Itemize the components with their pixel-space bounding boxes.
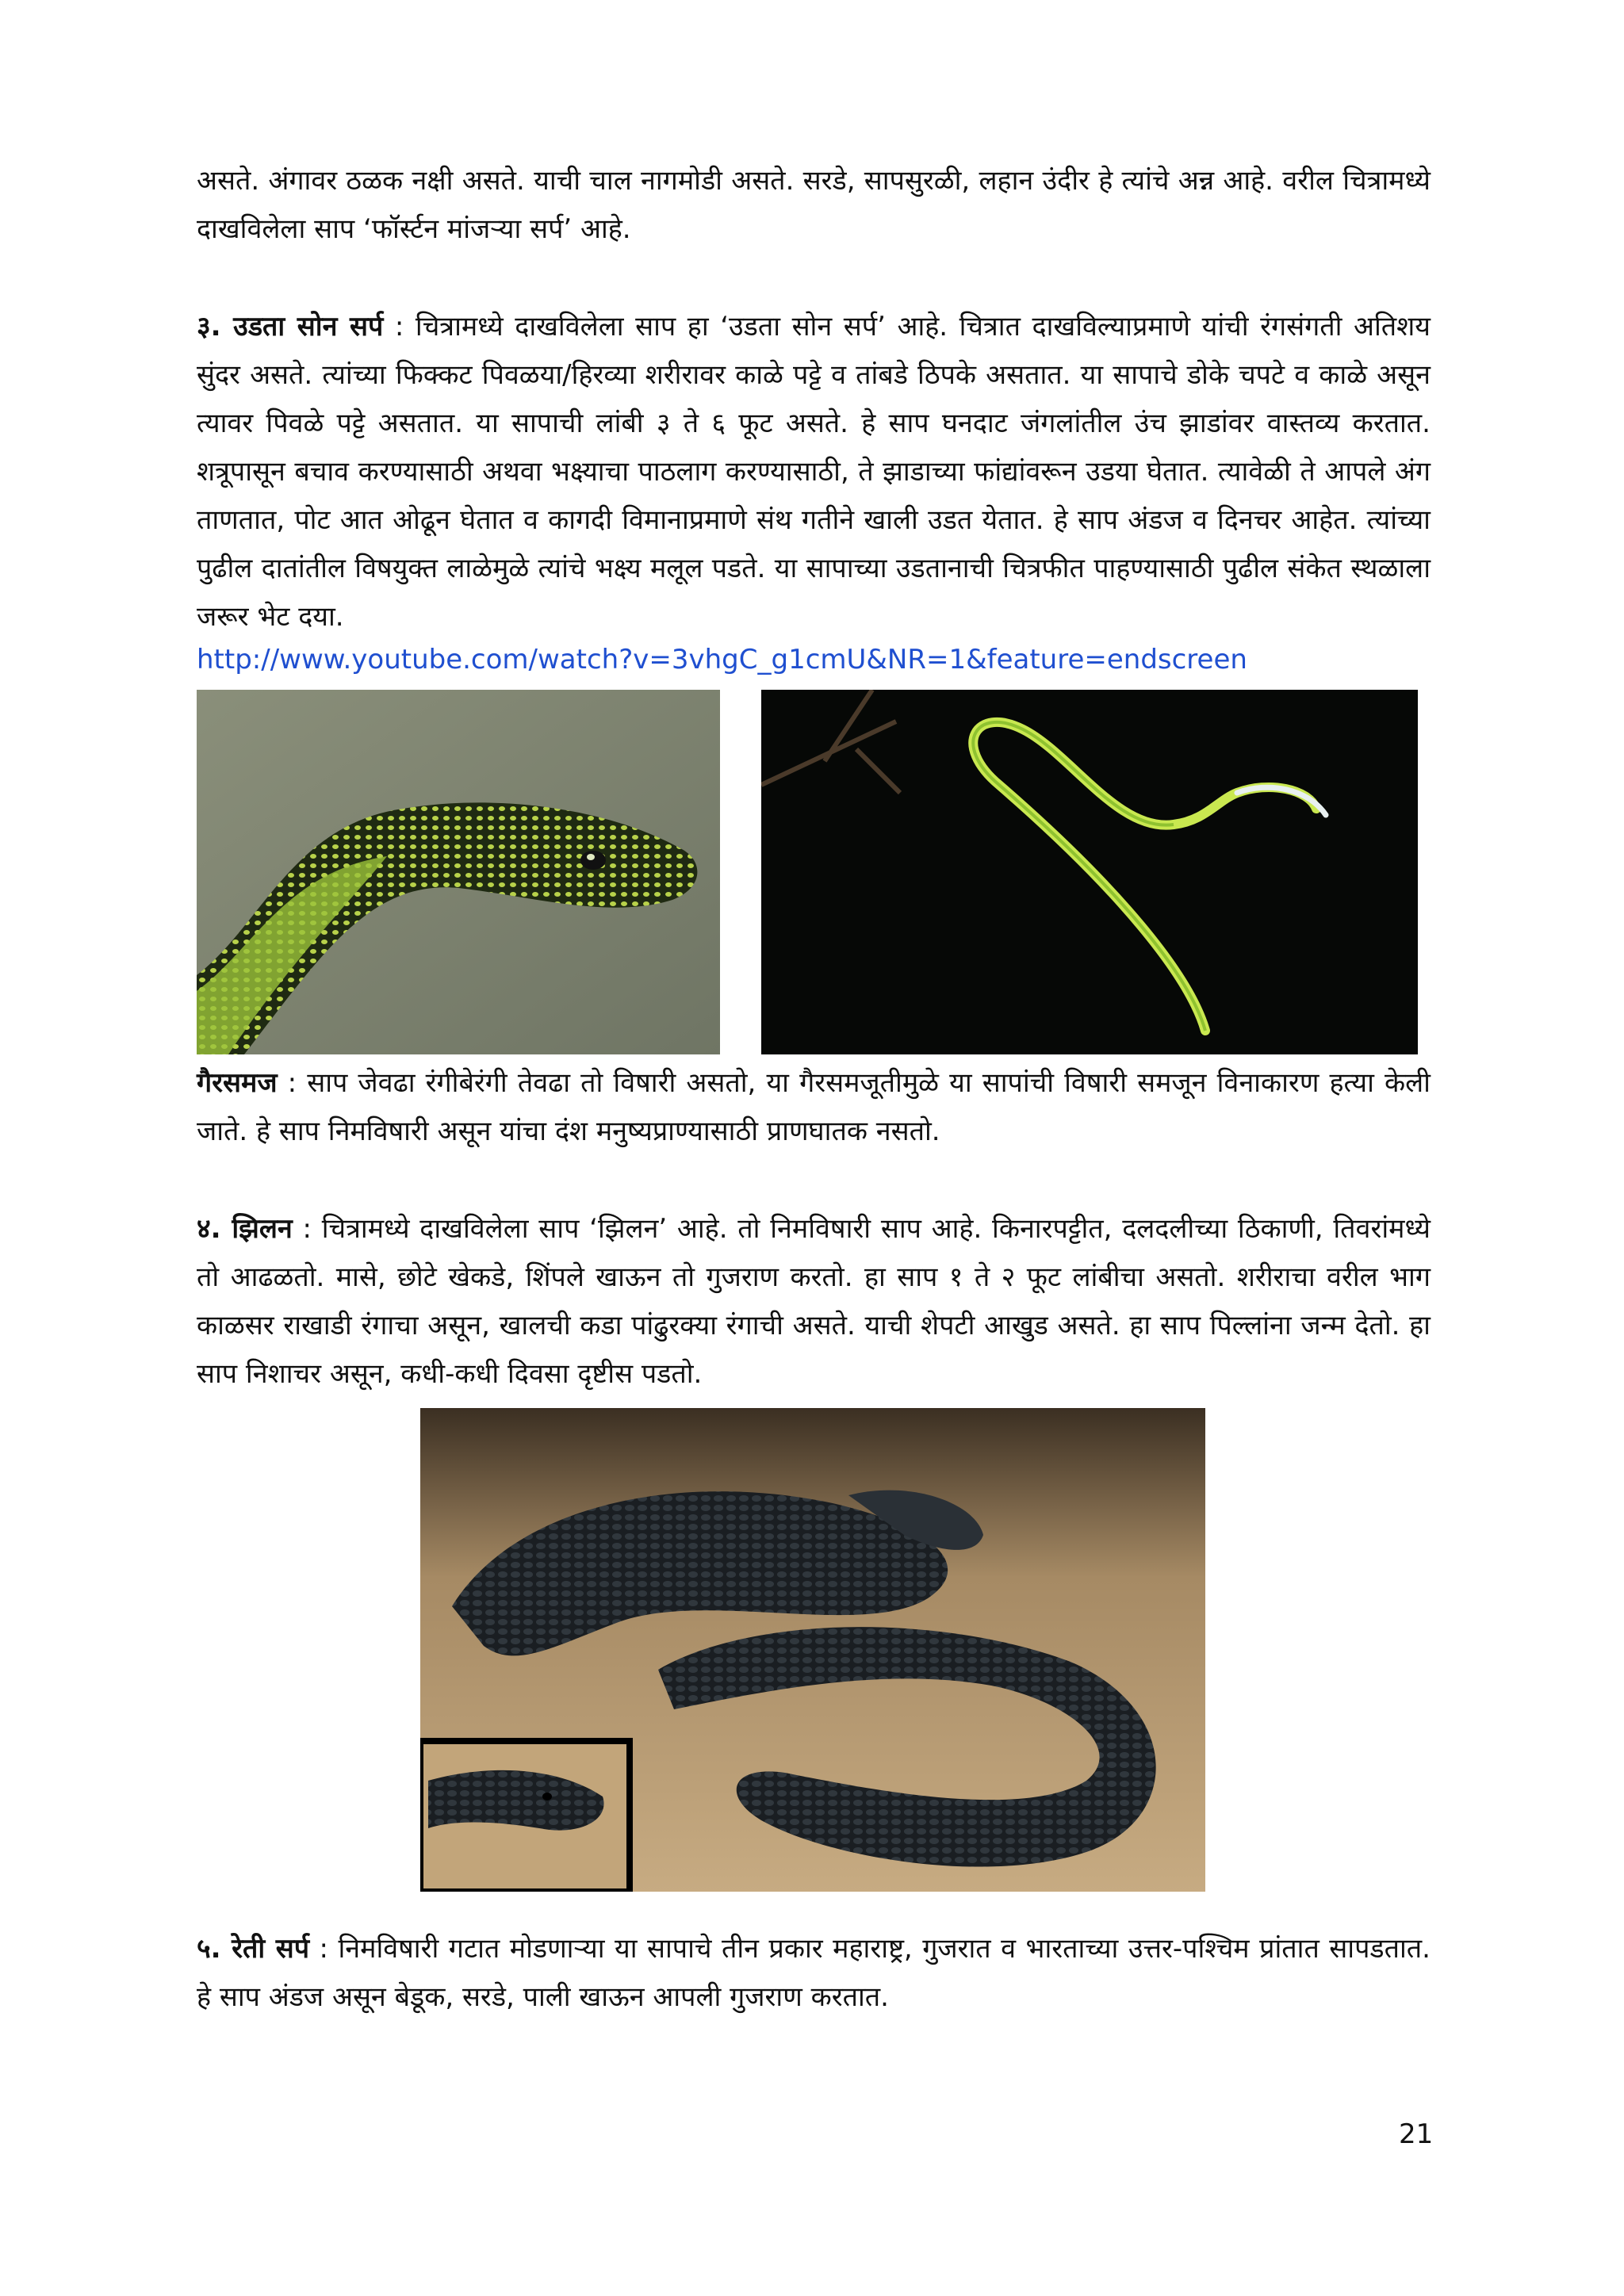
paragraph-misconception-text: : साप जेवढा रंगीबेरंगी तेवढा तो विषारी असतो, या गैरसमजूतीमुळे या सापांची विषारी समजून विनाकारण हत्या केली जाते. हे साप निमविषारी असून यांचा दंश मनुष्यप्राण्यासाठी प्राणघातक नसतो.: [197, 1067, 1431, 1147]
section-heading-misconception: गैरसमज: [197, 1067, 278, 1099]
paragraph-jhilan: [197, 1205, 1431, 1399]
flying-snake-flight-photo: [761, 690, 1418, 1054]
paragraph-intro-text: असते. अंगावर ठळक नक्षी असते. याची चाल नागमोडी असते. सरडे, सापसुरळी, लहान उंदीर हे त्यांचे अन्न आहे. वरील चित्रामध्ये दाखविलेला साप ‘फॉर्स्टन मांजऱ्या सर्प’ आहे.: [197, 165, 1431, 245]
youtube-link[interactable]: http://www.youtube.com/watch?v=3vhgC_g1cmU&NR=1&feature=endscreen: [197, 644, 1247, 675]
paragraph-sand-snake-text: : निमविषारी गटात मोडणाऱ्या या सापाचे तीन प्रकार महाराष्ट्र, गुजरात व भारताच्या उत्तर-पश्चिम प्रांतात सापडतात. हे साप अंडज असून बेडूक, सरडे, पाली खाऊन आपली गुजराण करतात.: [197, 1933, 1431, 2013]
paragraph-sand-snake: [197, 1925, 1431, 2022]
section-heading-jhilan: ४. झिलन: [197, 1213, 293, 1245]
paragraph-intro: [197, 157, 1431, 254]
section-heading-flying-snake: ३. उडता सोन सर्प: [197, 311, 384, 342]
paragraph-jhilan-text: : चित्रामध्ये दाखविलेला साप ‘झिलन’ आहे. तो निमविषारी साप आहे. किनारपट्टीत, दलदलीच्या ठिकाणी, तिवरांमध्ये तो आढळतो. मासे, छोटे खेकडे, शिंपले खाऊन तो गुजराण करतो. हा साप १ ते २ फूट लांबीचा असतो. शरीराचा वरील भाग काळसर राखाडी रंगाचा असून, खालची कडा पांढुरक्या रंगाची असते. याची शेपटी आखुड असते. हा साप पिल्लांना जन्म देतो. हा साप निशाचर असून, कधी-कधी दिवसा दृष्टीस पडतो.: [197, 1213, 1431, 1390]
paragraph-misconception: [197, 1059, 1431, 1156]
page-number: 21: [1399, 2118, 1434, 2150]
section-heading-sand-snake: ५. रेती सर्प: [197, 1933, 310, 1965]
flying-snake-head-photo: [197, 690, 720, 1054]
paragraph-flying-snake: [197, 303, 1431, 641]
paragraph-flying-snake-text: : चित्रामध्ये दाखविलेला साप हा ‘उडता सोन सर्प’ आहे. चित्रात दाखविल्याप्रमाणे यांची रंगसंगती अतिशय सुंदर असते. त्यांच्या फिक्कट पिवळया/हिरव्या शरीरावर काळे पट्टे व तांबडे ठिपके असतात. या सापाचे डोके चपटे व काळे असून त्यावर पिवळे पट्टे असतात. या सापाची लांबी ३ ते ६ फूट असते. हे साप घनदाट जंगलांतील उंच झाडांवर वास्तव्य करतात. शत्रूपासून बचाव करण्यासाठी अथवा भक्ष्याचा पाठलाग करण्यासाठी, ते झाडाच्या फांद्यांवरून उडया घेतात. त्यावेळी ते आपले अंग ताणतात, पोट आत ओढून घेतात व कागदी विमानाप्रमाणे संथ गतीने खाली उडत येतात. हे साप अंडज व दिनचर आहेत. त्यांच्या पुढील दातांतील विषयुक्त लाळेमुळे त्यांचे भक्ष्य मलूल पडते. या सापाच्या उडतानाची चित्रफीत पाहण्यासाठी पुढील संकेत स्थळाला जरूर भेट दया.: [197, 311, 1431, 633]
jhilan-snake-photo: [420, 1408, 1205, 1892]
